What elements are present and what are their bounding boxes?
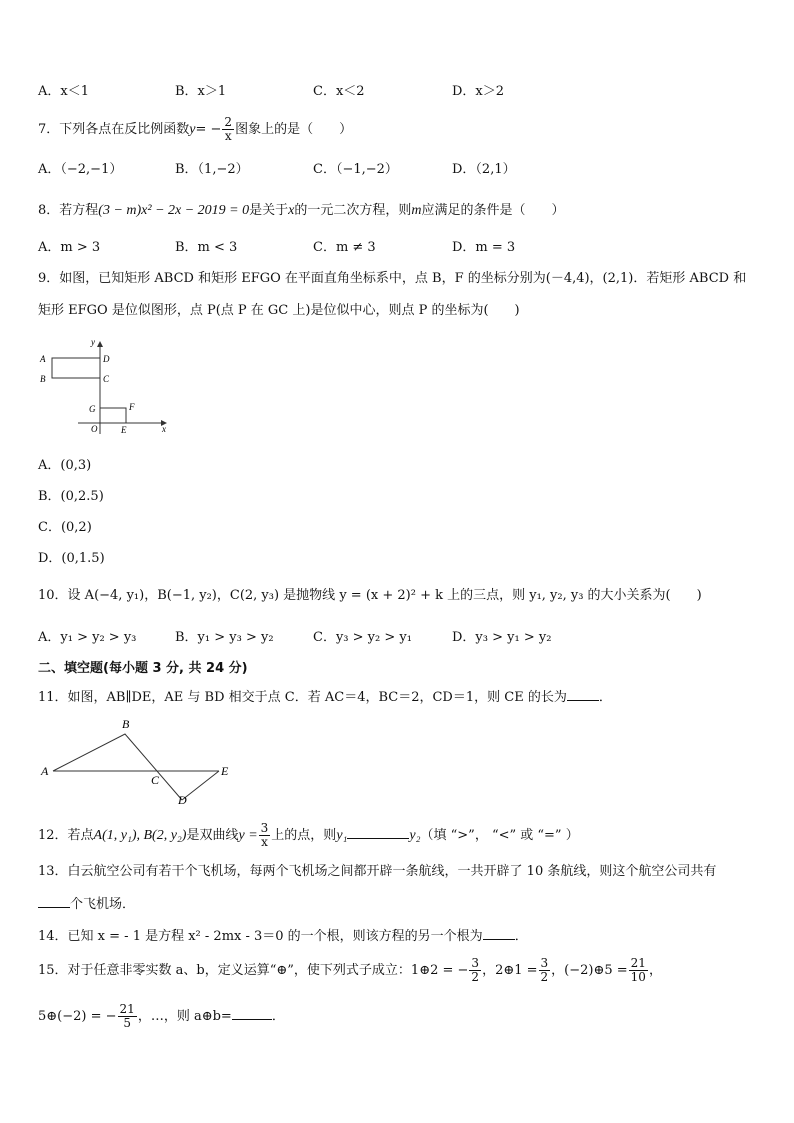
q9-option-d: D．(0,1.5) xyxy=(38,551,105,566)
q7-prefix: 7．下列各点在反比例函数 xyxy=(38,122,190,137)
q12-frac-num: 3 xyxy=(260,821,269,835)
q6-option-a: A．x＜1 xyxy=(38,84,89,99)
q15-frac4 xyxy=(118,1003,137,1030)
q8-option-c: C．m ≠ 3 xyxy=(313,240,376,255)
q15-frac2 xyxy=(539,957,551,984)
q11-label-d: D xyxy=(178,793,187,807)
q14-end: ． xyxy=(514,929,528,944)
q15-frac3-den: 10 xyxy=(630,970,646,984)
q15-frac4-num: 21 xyxy=(119,1002,135,1016)
q7-func-eq: = − xyxy=(195,122,222,137)
q7-option-b: B．（1,−2） xyxy=(175,162,249,177)
q15-frac3-num: 21 xyxy=(630,956,646,970)
q9-line1: 9．如图，已知矩形 ABCD 和矩形 EFGO 在平面直角坐标系中，点 B，F 的坐标分别为(－4,4)，(2,1)．若矩形 ABCD 和 xyxy=(38,271,747,286)
q9-label-o: O xyxy=(91,424,98,434)
q8-var-x: x xyxy=(288,203,295,218)
q15-frac4-den: 5 xyxy=(123,1016,131,1030)
q6-option-b: B．x＞1 xyxy=(175,84,227,99)
q12-suffix: （填 “>”， “<” 或 “=” ） xyxy=(420,828,579,843)
q7-fraction xyxy=(222,116,234,143)
q10-option-b: B．y₁ > y₃ > y₂ xyxy=(175,630,274,645)
q12-prefix: 12．若点 xyxy=(38,828,94,843)
q11-line-ab-bd xyxy=(53,734,182,800)
q9-rect-efgo xyxy=(100,408,126,423)
q11-label-a: A xyxy=(41,764,49,778)
q12-mid: 是双曲线 xyxy=(186,828,239,843)
q9-label-x: x xyxy=(162,424,166,434)
q9-line2: 矩形 EFGO 是位似图形，点 P(点 P 在 GC 上)是位似中心，则点 P 的坐标为( ) xyxy=(38,303,520,318)
q8-mid: 是关于 xyxy=(249,203,289,218)
q12-mid2: 上的点，则 xyxy=(271,828,337,843)
q14-answer-blank[interactable] xyxy=(483,927,515,940)
q15-frac2-den: 2 xyxy=(540,970,549,984)
q7-stem xyxy=(38,116,352,143)
q7-suffix: 图象上的是（ ） xyxy=(235,122,353,137)
q11-label-e: E xyxy=(221,764,229,778)
q6-option-c: C．x＜2 xyxy=(313,84,365,99)
q9-figure xyxy=(36,336,176,436)
q10-option-d: D．y₃ > y₁ > y₂ xyxy=(452,630,552,645)
q9-rect-abcd xyxy=(52,358,100,378)
q15-frac2-num: 3 xyxy=(540,956,549,970)
q9-label-b: B xyxy=(40,374,46,384)
q13-line1: 13．白云航空公司有若干个飞机场，每两个飞机场之间都开辟一条航线，一共开辟了 10 条航线，则这个航空公司共有 xyxy=(38,864,717,879)
q13-line2: 个飞机场． xyxy=(70,897,136,912)
q15-end1: ， xyxy=(648,963,662,978)
q9-label-e: E xyxy=(121,425,127,435)
q9-label-g: G xyxy=(89,404,96,414)
q12-frac-den: x xyxy=(261,835,268,849)
q13-line2-row xyxy=(38,895,135,914)
q8-option-a: A．m > 3 xyxy=(38,240,101,255)
q7-option-d: D．（2,1） xyxy=(452,162,516,177)
q12-func-lhs: y = xyxy=(238,828,258,843)
q8-var-m: m xyxy=(411,203,422,218)
q11-line-de xyxy=(182,771,219,800)
q12-points: A(1, y₁), B(2, y₂) xyxy=(93,828,187,843)
q12-y2: y₂ xyxy=(409,828,421,843)
q15-line2-suffix: ，…，则 a⊕b= xyxy=(137,1009,232,1024)
q9-label-y: y xyxy=(91,337,95,347)
q11-figure xyxy=(36,712,246,812)
q11-answer-blank[interactable] xyxy=(567,688,599,701)
q8-prefix: 8．若方程 xyxy=(38,203,99,218)
q7-frac-num: 2 xyxy=(224,115,233,129)
q11-stem xyxy=(38,688,612,707)
q15-prefix: 15．对于任意非零实数 a、b，定义运算“⊕”，使下列式子成立：1⊕2 = − xyxy=(38,963,469,978)
q8-option-b: B．m < 3 xyxy=(175,240,238,255)
q15-mid2: ，(−2)⊕5 = xyxy=(551,963,628,978)
q15-frac1-num: 3 xyxy=(471,956,480,970)
q11-end: ． xyxy=(598,690,612,705)
q15-frac1-den: 2 xyxy=(471,970,480,984)
q15-mid1: ，2⊕1 = xyxy=(482,963,538,978)
q12-y1: y₁ xyxy=(336,828,348,843)
section-heading-fill-in: 二、填空题(每小题 3 分, 共 24 分) xyxy=(38,661,248,676)
q15-answer-blank[interactable] xyxy=(232,1007,272,1020)
q10-stem: 10．设 A(−4, y₁)，B(−1, y₂)，C(2, y₃) 是抛物线 y = (x + 2)² + k 上的三点，则 y₁, y₂, y₃ 的大小关系为( ) xyxy=(38,588,702,603)
q9-option-c: C．(0,2) xyxy=(38,520,92,535)
q8-stem xyxy=(38,202,565,220)
q9-label-a: A xyxy=(40,354,46,364)
q6-option-d: D．x＞2 xyxy=(452,84,505,99)
q12-stem xyxy=(38,822,579,849)
q8-mid2: 的一元二次方程，则 xyxy=(294,203,412,218)
q14-text: 14．已知 x = - 1 是方程 x² - 2mx - 3＝0 的一个根，则该方程的另一个根为 xyxy=(38,929,483,944)
q15-line1 xyxy=(38,957,662,985)
q7-option-c: C．（−1,−2） xyxy=(313,162,398,177)
q7-option-a: A．（−2,−1） xyxy=(38,162,123,177)
q8-option-d: D．m = 3 xyxy=(452,240,516,255)
q12-fraction xyxy=(259,822,271,849)
q15-frac3 xyxy=(629,957,648,984)
q7-frac-den: x xyxy=(224,129,232,143)
q8-suffix: 应满足的条件是（ ） xyxy=(421,203,565,218)
q9-option-a: A．(0,3) xyxy=(38,458,92,473)
q11-text: 11．如图，AB∥DE，AE 与 BD 相交于点 C．若 AC＝4，BC＝2，CD＝1，则 CE 的长为 xyxy=(38,690,567,705)
q9-label-f: F xyxy=(129,402,135,412)
q15-line2-prefix: 5⊕(−2) = − xyxy=(38,1009,117,1024)
q8-equation: (3 − m)x² − 2x − 2019 = 0 xyxy=(98,203,250,218)
q11-label-c: C xyxy=(151,773,160,787)
q12-answer-blank[interactable] xyxy=(347,826,409,839)
q11-label-b: B xyxy=(122,717,130,731)
q10-option-a: A．y₁ > y₂ > y₃ xyxy=(38,630,137,645)
q15-line2 xyxy=(38,1003,285,1031)
q13-answer-blank[interactable] xyxy=(38,895,70,908)
q15-frac1 xyxy=(469,957,481,984)
q10-option-c: C．y₃ > y₂ > y₁ xyxy=(313,630,412,645)
q14-stem xyxy=(38,927,528,946)
q15-end2: ． xyxy=(271,1009,285,1024)
q7-func-lhs: y xyxy=(189,122,196,137)
q9-label-d: D xyxy=(103,354,110,364)
q9-option-b: B．(0,2.5) xyxy=(38,489,104,504)
q9-label-c: C xyxy=(103,374,110,384)
